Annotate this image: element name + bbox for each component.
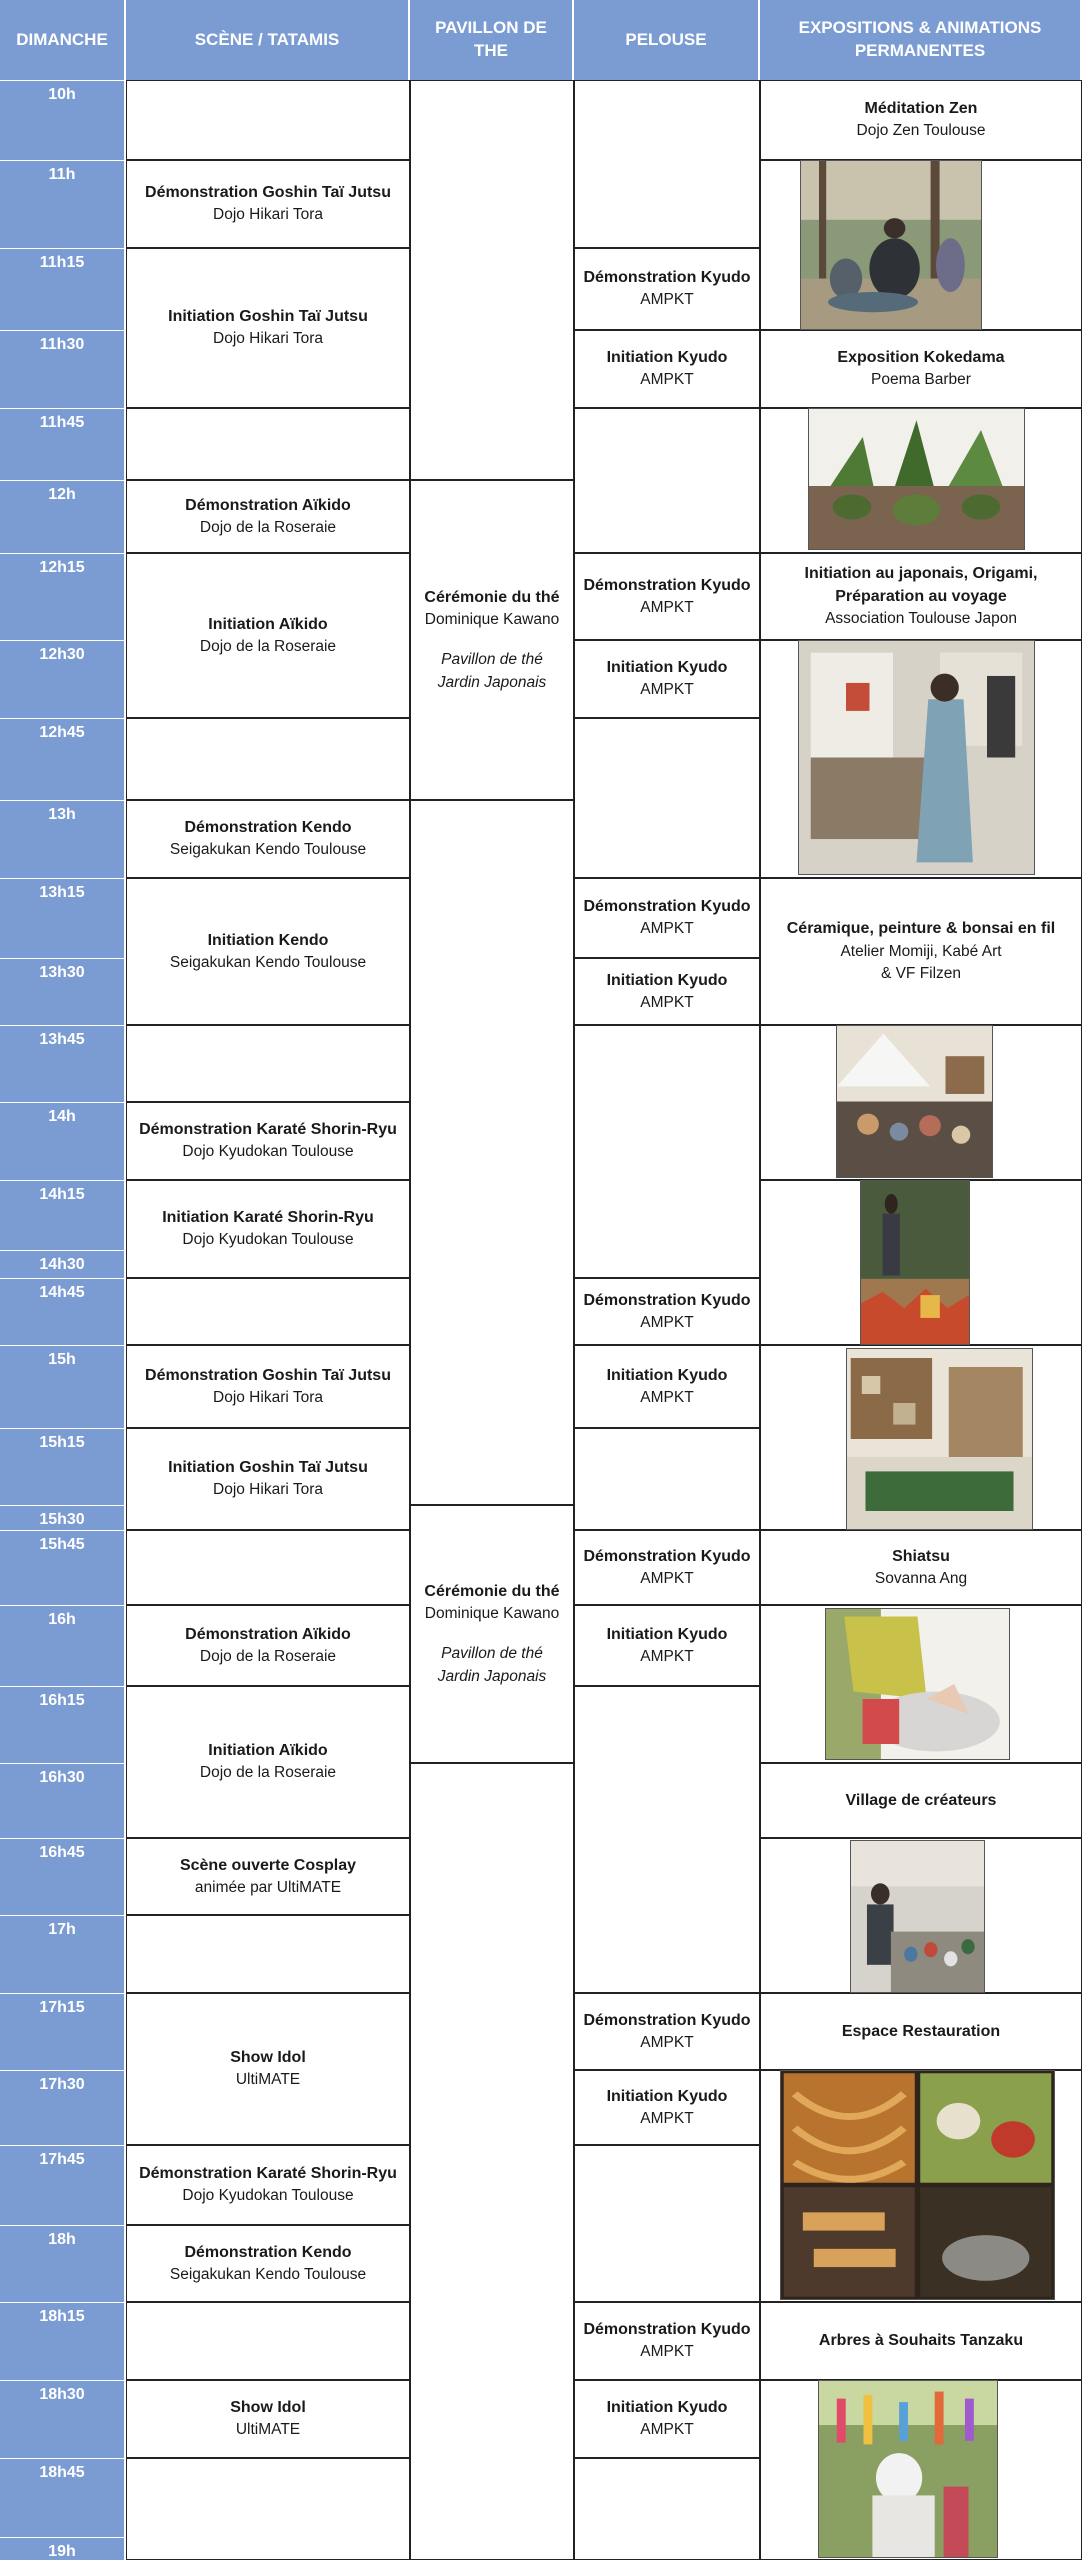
- time-slot: 17h45: [0, 2145, 126, 2225]
- time-slot: 14h: [0, 1102, 126, 1180]
- scene-slot: [126, 80, 410, 160]
- plants-photo: [809, 409, 1024, 549]
- time-slot: 15h: [0, 1345, 126, 1428]
- scene-slot-title: Scène ouverte Cosplay: [179, 1856, 357, 1874]
- column-header-4: EXPOSITIONS & ANIMATIONS PERMANENTES: [760, 0, 1082, 80]
- scene-slot: [126, 553, 410, 718]
- pelouse-slot: [574, 80, 760, 248]
- photo-shiatsu: [825, 1608, 1010, 1760]
- pelouse-slot-title: Initiation Kyudo: [606, 349, 728, 367]
- scene-slot: [126, 1278, 410, 1345]
- pelouse-slot-subtitle: AMPKT: [640, 291, 694, 309]
- pelouse-slot: [574, 718, 760, 878]
- expo-slot: [760, 330, 1082, 408]
- photo-kimono: [798, 640, 1035, 875]
- photo-meditation: [800, 160, 982, 330]
- scene-slot: [126, 1102, 410, 1180]
- expo-title: Village de créateurs: [845, 1791, 997, 1809]
- pelouse-slot-subtitle: AMPKT: [640, 2109, 694, 2127]
- time-slot: 11h30: [0, 330, 126, 408]
- scene-slot: [126, 160, 410, 248]
- expo-slot: [760, 2302, 1082, 2380]
- pelouse-slot-title: Initiation Kyudo: [606, 1625, 728, 1643]
- time-slot: 17h: [0, 1915, 126, 1993]
- photo-creators: [850, 1840, 985, 1993]
- scene-slot-title: Démonstration Goshin Taï Jutsu: [145, 1366, 391, 1384]
- scene-slot: [126, 248, 410, 408]
- scene-slot: [126, 2302, 410, 2380]
- pavillon-slot: [410, 480, 574, 800]
- scene-slot: [126, 1025, 410, 1102]
- expo-slot: [760, 1763, 1082, 1838]
- scene-slot-subtitle: Seigakukan Kendo Toulouse: [169, 2265, 367, 2283]
- scene-slot: [126, 1838, 410, 1915]
- scene-slot-title: Show Idol: [230, 2049, 306, 2067]
- scene-slot: [126, 878, 410, 1025]
- pelouse-slot: [574, 1025, 760, 1278]
- pelouse-slot: [574, 2070, 760, 2145]
- time-slot: 18h30: [0, 2380, 126, 2458]
- pelouse-slot-subtitle: AMPKT: [640, 2343, 694, 2361]
- expo-title: Espace Restauration: [841, 2022, 1001, 2040]
- painting-photo: [861, 1181, 969, 1344]
- time-slot: 12h15: [0, 553, 126, 640]
- scene-slot: [126, 2380, 410, 2458]
- ceramics-photo: [837, 1026, 992, 1177]
- scene-slot-title: Initiation Goshin Taï Jutsu: [168, 308, 368, 326]
- pavillon-slot-location-2: Jardin Japonais: [437, 1667, 547, 1685]
- scene-slot: [126, 2458, 410, 2560]
- scene-slot: [126, 480, 410, 553]
- scene-slot-subtitle: Dojo de la Roseraie: [199, 1764, 337, 1782]
- scene-slot-title: Initiation Karaté Shorin-Ryu: [162, 1209, 374, 1227]
- scene-slot-subtitle: Dojo de la Roseraie: [199, 637, 337, 655]
- scene-slot-subtitle: Dojo Hikari Tora: [213, 330, 323, 348]
- scene-slot-subtitle: animée par UltiMATE: [194, 1878, 342, 1896]
- pelouse-slot-title: Démonstration Kyudo: [583, 898, 751, 916]
- pelouse-slot: [574, 248, 760, 330]
- scene-slot-title: Démonstration Kendo: [184, 2243, 352, 2261]
- photo-painting: [860, 1180, 970, 1345]
- scene-slot-subtitle: Seigakukan Kendo Toulouse: [169, 841, 367, 859]
- scene-slot-subtitle: Dojo Kyudokan Toulouse: [182, 1143, 354, 1161]
- time-slot: 12h30: [0, 640, 126, 718]
- expo-subtitle: & VF Filzen: [880, 965, 962, 983]
- expo-slot: [760, 553, 1082, 640]
- pelouse-slot-subtitle: AMPKT: [640, 371, 694, 389]
- column-header-1: SCÈNE / TATAMIS: [126, 0, 410, 80]
- pelouse-slot-subtitle: AMPKT: [640, 681, 694, 699]
- time-slot: 17h15: [0, 1993, 126, 2070]
- expo-subtitle: Dojo Zen Toulouse: [856, 122, 986, 140]
- scene-slot: [126, 1428, 410, 1530]
- expo-title: Arbres à Souhaits Tanzaku: [818, 2332, 1024, 2350]
- scene-slot: [126, 2145, 410, 2225]
- pelouse-slot-title: Démonstration Kyudo: [583, 2321, 751, 2339]
- time-slot: 11h45: [0, 408, 126, 480]
- pelouse-slot: [574, 1530, 760, 1605]
- scene-slot-title: Démonstration Aïkido: [185, 1625, 351, 1643]
- pavillon-slot: [410, 80, 574, 480]
- pelouse-slot-title: Démonstration Kyudo: [583, 2011, 751, 2029]
- expo-subtitle: Sovanna Ang: [874, 1569, 968, 1587]
- pelouse-slot-title: Initiation Kyudo: [606, 971, 728, 989]
- expo-title: Préparation au voyage: [835, 588, 1007, 606]
- scene-slot-subtitle: Dojo de la Roseraie: [199, 518, 337, 536]
- expo-slot: [760, 878, 1082, 1025]
- time-slot: 10h: [0, 80, 126, 160]
- pavillon-slot: [410, 1763, 574, 2560]
- pavillon-slot: [410, 1505, 574, 1763]
- time-slot: 13h45: [0, 1025, 126, 1102]
- expo-title: Méditation Zen: [864, 100, 978, 118]
- time-slot: 15h15: [0, 1428, 126, 1505]
- time-slot: 18h15: [0, 2302, 126, 2380]
- time-slot: 13h15: [0, 878, 126, 958]
- pelouse-slot-subtitle: AMPKT: [640, 2421, 694, 2439]
- pelouse-slot: [574, 1428, 760, 1530]
- shiatsu-photo: [826, 1609, 1009, 1759]
- expo-title: Shiatsu: [892, 1547, 950, 1565]
- scene-slot-subtitle: UltiMATE: [235, 2071, 301, 2089]
- scene-slot: [126, 1605, 410, 1686]
- scene-slot: [126, 1180, 410, 1278]
- time-slot: 12h45: [0, 718, 126, 800]
- time-slot: 13h: [0, 800, 126, 878]
- column-header-2: PAVILLON DE THE: [410, 0, 574, 80]
- expo-subtitle: Association Toulouse Japon: [825, 610, 1017, 628]
- pelouse-slot: [574, 1605, 760, 1686]
- pelouse-slot: [574, 2145, 760, 2302]
- scene-slot-title: Initiation Aïkido: [208, 615, 328, 633]
- pelouse-slot: [574, 958, 760, 1025]
- pelouse-slot: [574, 1993, 760, 2070]
- scene-slot: [126, 800, 410, 878]
- time-slot: 17h30: [0, 2070, 126, 2145]
- pelouse-slot: [574, 1278, 760, 1345]
- scene-slot: [126, 718, 410, 800]
- scene-slot-subtitle: Seigakukan Kendo Toulouse: [169, 953, 367, 971]
- scene-slot: [126, 1993, 410, 2145]
- pelouse-slot: [574, 2458, 760, 2560]
- pelouse-slot: [574, 553, 760, 640]
- pavillon-slot-title: Cérémonie du thé: [424, 588, 560, 606]
- pelouse-slot-title: Initiation Kyudo: [606, 2399, 728, 2417]
- time-slot: 18h: [0, 2225, 126, 2302]
- scene-slot-subtitle: Dojo Kyudokan Toulouse: [182, 2187, 354, 2205]
- pavillon-slot-location: Pavillon de thé: [441, 1644, 543, 1662]
- pelouse-slot: [574, 1686, 760, 1993]
- expo-title: Exposition Kokedama: [837, 349, 1005, 367]
- time-slot: 16h45: [0, 1838, 126, 1915]
- scene-slot-title: Démonstration Kendo: [184, 819, 352, 837]
- time-slot: 16h: [0, 1605, 126, 1686]
- photo-tanzaku: [818, 2380, 998, 2558]
- photo-ceramics: [836, 1025, 993, 1178]
- scene-slot-title: Initiation Aïkido: [208, 1742, 328, 1760]
- pavillon-slot-location-2: Jardin Japonais: [437, 673, 547, 691]
- time-slot: 11h15: [0, 248, 126, 330]
- column-header-3: PELOUSE: [574, 0, 760, 80]
- expo-subtitle: Atelier Momiji, Kabé Art: [840, 942, 1002, 960]
- time-slot: 15h45: [0, 1530, 126, 1605]
- pelouse-slot-subtitle: AMPKT: [640, 993, 694, 1011]
- photo-food: [780, 2070, 1055, 2300]
- time-slot: 16h30: [0, 1763, 126, 1838]
- time-slot: 13h30: [0, 958, 126, 1025]
- pelouse-slot-title: Initiation Kyudo: [606, 659, 728, 677]
- pelouse-slot-subtitle: AMPKT: [640, 1647, 694, 1665]
- scene-slot-subtitle: Dojo Hikari Tora: [213, 1481, 323, 1499]
- time-slot: 18h45: [0, 2458, 126, 2537]
- pelouse-slot-subtitle: AMPKT: [640, 1569, 694, 1587]
- scene-slot: [126, 1915, 410, 1993]
- bonsai-photo: [847, 1349, 1032, 1529]
- pelouse-slot: [574, 2302, 760, 2380]
- pelouse-slot-subtitle: AMPKT: [640, 1313, 694, 1331]
- scene-slot-title: Démonstration Karaté Shorin-Ryu: [139, 2165, 397, 2183]
- time-slot: 12h: [0, 480, 126, 553]
- market-photo: [851, 1841, 984, 1992]
- scene-slot-subtitle: Dojo Hikari Tora: [213, 1388, 323, 1406]
- scene-slot-title: Initiation Goshin Taï Jutsu: [168, 1459, 368, 1477]
- scene-slot-title: Show Idol: [230, 2399, 306, 2417]
- pelouse-slot: [574, 878, 760, 958]
- pavillon-slot-subtitle: Dominique Kawano: [424, 611, 560, 629]
- scene-slot-title: Démonstration Aïkido: [185, 496, 351, 514]
- expo-title: Céramique, peinture & bonsai en fil: [786, 920, 1056, 938]
- tanzaku-photo: [819, 2381, 997, 2557]
- food-photo: [781, 2071, 1054, 2299]
- pelouse-slot-title: Initiation Kyudo: [606, 1366, 728, 1384]
- kimono-photo: [799, 641, 1034, 874]
- time-slot: 15h30: [0, 1505, 126, 1530]
- time-slot: 14h45: [0, 1278, 126, 1345]
- scene-slot-subtitle: Dojo de la Roseraie: [199, 1647, 337, 1665]
- scene-slot: [126, 408, 410, 480]
- pelouse-slot: [574, 330, 760, 408]
- scene-slot-subtitle: UltiMATE: [235, 2421, 301, 2439]
- scene-slot: [126, 1686, 410, 1838]
- column-header-0: DIMANCHE: [0, 0, 126, 80]
- pelouse-slot-subtitle: AMPKT: [640, 2033, 694, 2051]
- scene-slot: [126, 2225, 410, 2302]
- photo-kokedama: [808, 408, 1025, 550]
- time-slot: 16h15: [0, 1686, 126, 1763]
- pelouse-slot-title: Démonstration Kyudo: [583, 269, 751, 287]
- scene-slot-subtitle: Dojo Hikari Tora: [213, 206, 323, 224]
- expo-title: Initiation au japonais, Origami,: [804, 565, 1038, 583]
- pelouse-slot-title: Initiation Kyudo: [606, 2087, 728, 2105]
- time-slot: 11h: [0, 160, 126, 248]
- expo-slot: [760, 1530, 1082, 1605]
- pelouse-slot: [574, 1345, 760, 1428]
- meditation-photo: [801, 161, 981, 329]
- pelouse-slot: [574, 640, 760, 718]
- expo-slot: [760, 1993, 1082, 2070]
- pelouse-slot: [574, 2380, 760, 2458]
- expo-subtitle: Poema Barber: [871, 371, 971, 389]
- pelouse-slot-title: Démonstration Kyudo: [583, 1547, 751, 1565]
- pavillon-slot-location: Pavillon de thé: [441, 650, 543, 668]
- scene-slot-subtitle: Dojo Kyudokan Toulouse: [182, 1231, 354, 1249]
- pelouse-slot-subtitle: AMPKT: [640, 598, 694, 616]
- photo-bonsai: [846, 1348, 1033, 1530]
- pavillon-slot: [410, 800, 574, 1505]
- time-slot: 14h15: [0, 1180, 126, 1250]
- time-slot: 14h30: [0, 1250, 126, 1278]
- pelouse-slot-title: Démonstration Kyudo: [583, 576, 751, 594]
- scene-slot: [126, 1345, 410, 1428]
- pelouse-slot-title: Démonstration Kyudo: [583, 1291, 751, 1309]
- pelouse-slot-subtitle: AMPKT: [640, 1388, 694, 1406]
- time-slot: 19h: [0, 2537, 126, 2560]
- pelouse-slot: [574, 408, 760, 553]
- pelouse-slot-subtitle: AMPKT: [640, 920, 694, 938]
- scene-slot-title: Démonstration Karaté Shorin-Ryu: [139, 1121, 397, 1139]
- scene-slot-title: Démonstration Goshin Taï Jutsu: [145, 184, 391, 202]
- pavillon-slot-subtitle: Dominique Kawano: [424, 1605, 560, 1623]
- scene-slot: [126, 1530, 410, 1605]
- pavillon-slot-title: Cérémonie du thé: [424, 1582, 560, 1600]
- expo-slot: [760, 80, 1082, 160]
- scene-slot-title: Initiation Kendo: [207, 931, 329, 949]
